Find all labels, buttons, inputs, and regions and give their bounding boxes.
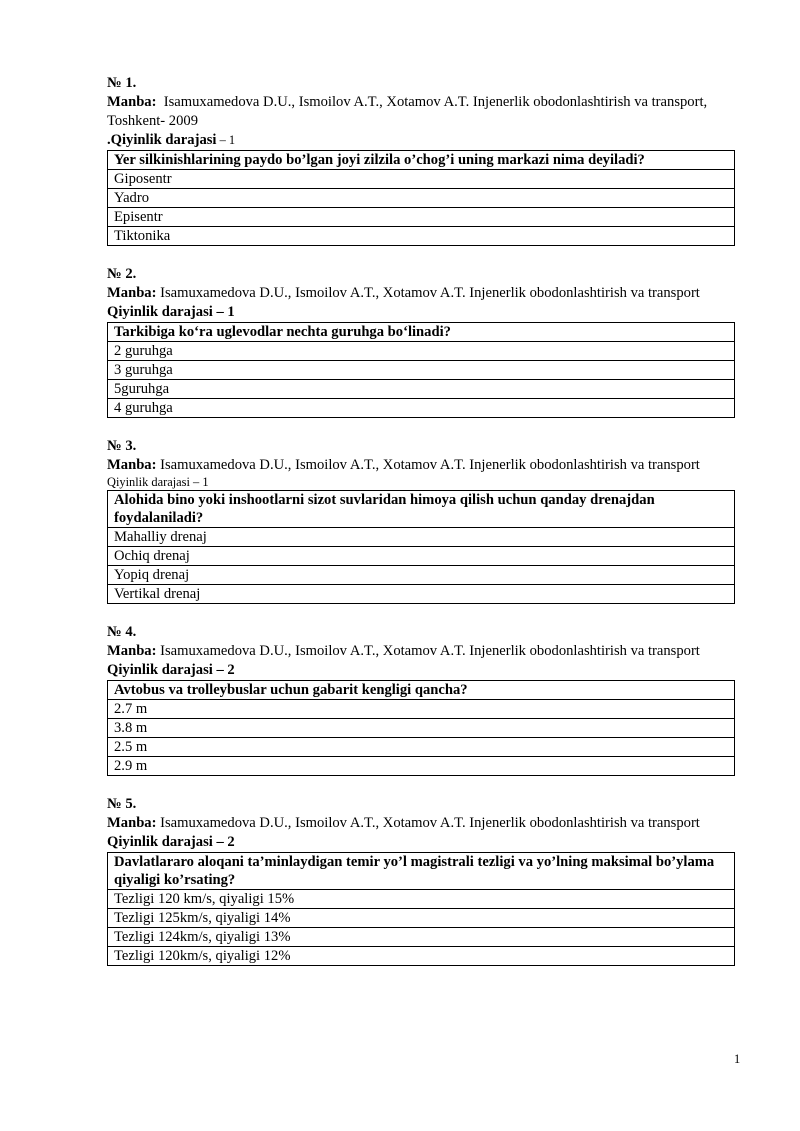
question-block-4 [107,623,735,776]
question-table [107,680,735,776]
question-block-2 [107,265,735,418]
answer-option: Giposentr [108,170,735,189]
answer-option: 2 guruhga [108,342,735,361]
source-label: Manba: [107,815,157,831]
difficulty-label: Qiyinlik darajasi – 2 [107,834,235,850]
difficulty-label: Qiyinlik darajasi – 1 [107,304,235,320]
difficulty-line [107,131,735,150]
answer-option: 2.9 m [108,757,735,776]
answer-option: 5guruhga [108,380,735,399]
source-text: Isamuxamedova D.U., Ismoilov A.T., Xotamov A.T. Injenerlik obodonlashtirish va transport [160,285,700,301]
question-table [107,852,735,966]
question-number: № 1. [107,75,137,91]
question-table [107,150,735,246]
source-label: Manba: [107,285,157,301]
document-page [107,74,735,985]
question-text: Davlatlararo aloqani ta’minlaydigan temir yo’l magistrali tezligi va yo’lning maksimal bo’ylama qiyaligi ko’rsating? [108,853,735,890]
answer-option: 2.7 m [108,700,735,719]
answer-option: Tiktonika [108,227,735,246]
source-label: Manba: [107,94,157,110]
answer-option: Tezligi 124km/s, qiyaligi 13% [108,928,735,947]
question-text: Tarkibiga ko‘ra uglevodlar nechta guruhga bo‘linadi? [108,323,735,342]
answer-option: Tezligi 125km/s, qiyaligi 14% [108,909,735,928]
difficulty-label: Qiyinlik darajasi – 1 [107,475,209,489]
answer-option: Tezligi 120 km/s, qiyaligi 15% [108,890,735,909]
source-line [107,456,735,475]
source-line [107,642,735,661]
answer-option: 3.8 m [108,719,735,738]
answer-option: Ochiq drenaj [108,547,735,566]
difficulty-label: Qiyinlik darajasi – 2 [107,662,235,678]
source-line [107,814,735,833]
source-label: Manba: [107,643,157,659]
source-line [107,284,735,303]
answer-option: 2.5 m [108,738,735,757]
source-line [107,93,735,131]
source-text: Isamuxamedova D.U., Ismoilov A.T., Xotamov A.T. Injenerlik obodonlashtirish va transport [160,815,700,831]
answer-option: 3 guruhga [108,361,735,380]
difficulty-value: – 1 [216,133,236,147]
question-block-1 [107,74,735,246]
answer-option: Vertikal drenaj [108,585,735,604]
question-block-5 [107,795,735,966]
question-block-3 [107,437,735,604]
page-number: 1 [734,1052,741,1066]
question-text: Yer silkinishlarining paydo bo’lgan joyi zilzila o’chog’i uning markazi nima deyiladi? [108,151,735,170]
answer-option: Yopiq drenaj [108,566,735,585]
question-number: № 3. [107,438,137,454]
source-text: Isamuxamedova D.U., Ismoilov A.T., Xotamov A.T. Injenerlik obodonlashtirish va transport [160,457,700,473]
source-label: Manba: [107,457,157,473]
source-text: Isamuxamedova D.U., Ismoilov A.T., Xotamov A.T. Injenerlik obodonlashtirish va transport, Toshkent- 2009 [107,94,708,129]
answer-option: Yadro [108,189,735,208]
difficulty-label: .Qiyinlik darajasi [107,132,217,148]
question-number: № 2. [107,266,137,282]
answer-option: Mahalliy drenaj [108,528,735,547]
question-number: № 4. [107,624,137,640]
question-table [107,490,735,604]
question-number: № 5. [107,796,137,812]
answer-option: Episentr [108,208,735,227]
question-text: Avtobus va trolleybuslar uchun gabarit kengligi qancha? [108,681,735,700]
question-table [107,322,735,418]
source-text: Isamuxamedova D.U., Ismoilov A.T., Xotamov A.T. Injenerlik obodonlashtirish va transport [160,643,700,659]
question-text: Alohida bino yoki inshootlarni sizot suvlaridan himoya qilish uchun qanday drenajdan foydalaniladi? [108,491,735,528]
answer-option: 4 guruhga [108,399,735,418]
answer-option: Tezligi 120km/s, qiyaligi 12% [108,947,735,966]
